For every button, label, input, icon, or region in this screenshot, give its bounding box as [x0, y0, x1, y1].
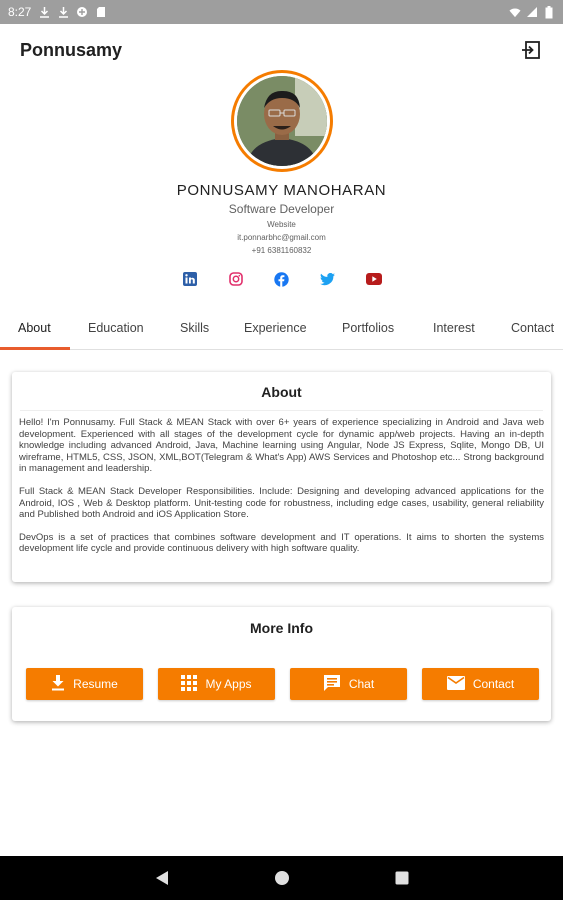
mail-icon — [447, 676, 465, 693]
avatar-ring — [231, 70, 333, 172]
instagram-icon[interactable] — [228, 271, 244, 287]
resume-label: Resume — [73, 677, 118, 691]
more-info-buttons — [26, 668, 539, 700]
status-time: 8:27 — [8, 5, 32, 19]
youtube-icon[interactable] — [366, 271, 382, 287]
status-bar — [0, 0, 563, 24]
about-title: About — [261, 384, 302, 400]
about-paragraph: Hello! I'm Ponnusamy. Full Stack & MEAN Stack with over 6+ years of experience specializing in Android and Java web development. Experienced with all stages of the development cycle for dynamic app/web projects. Having an in-depth knowledge including advanced Android, Java, Machine learning using Angular, Node JS Express, Sqlite, Mongo DB, UI wireframe, HTML5, CSS, JSON, XML,BOT(Telegram & What's App) AWS Services and Photoshop etc... Strong background in management and leadership. — [19, 417, 544, 475]
profile-section — [0, 70, 563, 287]
tab-about[interactable]: About — [18, 320, 51, 335]
more-info-card — [12, 607, 551, 721]
tab-experience[interactable]: Experience — [244, 320, 307, 335]
sd-card-icon — [95, 6, 107, 18]
twitter-icon[interactable] — [320, 271, 336, 287]
tab-bar — [0, 306, 563, 350]
tab-skills[interactable]: Skills — [180, 320, 210, 335]
data-saver-icon — [76, 6, 88, 18]
chat-button[interactable] — [290, 668, 407, 700]
wifi-icon — [509, 6, 521, 18]
battery-icon — [543, 6, 555, 18]
phone-link[interactable]: +91 6381160832 — [251, 246, 312, 255]
about-card — [12, 372, 551, 582]
app-bar — [0, 24, 563, 76]
email-link[interactable]: it.ponnarbhc@gmail.com — [237, 233, 326, 242]
facebook-icon[interactable] — [274, 271, 290, 287]
recents-icon[interactable] — [392, 868, 412, 888]
social-links — [182, 271, 382, 287]
tab-contact[interactable]: Contact — [511, 320, 555, 335]
download-icon — [57, 6, 69, 18]
logout-icon[interactable] — [519, 38, 543, 62]
tab-portfolios[interactable]: Portfolios — [342, 320, 395, 335]
more-info-title: More Info — [250, 620, 313, 636]
system-nav-bar — [0, 856, 563, 900]
my-apps-label: My Apps — [205, 677, 252, 691]
about-body — [12, 411, 551, 555]
profile-role: Software Developer — [228, 202, 335, 216]
chat-label: Chat — [348, 677, 375, 691]
about-paragraph: DevOps is a set of practices that combines software development and IT operations. It aims to shorten the systems development life cycle and provide continuous delivery with high software quality. — [19, 531, 544, 555]
resume-button[interactable] — [26, 668, 143, 700]
website-link[interactable]: Website — [267, 220, 296, 229]
about-paragraph: Full Stack & MEAN Stack Developer Responsibilities. Include: Designing and developing advanced applications for the Android, IOS , Web & Desktop platform. Unit-testing code for robustness, including edge cases, usability, general reliability and Published both Android and iOS Application Store. — [19, 485, 544, 521]
tab-indicator — [0, 347, 70, 350]
home-icon[interactable] — [272, 868, 292, 888]
apps-grid-icon — [181, 675, 197, 694]
my-apps-button[interactable] — [158, 668, 275, 700]
signal-icon — [526, 6, 538, 18]
app-title: Ponnusamy — [20, 39, 123, 60]
tab-interest[interactable]: Interest — [433, 320, 475, 335]
chat-icon — [323, 674, 341, 694]
back-icon[interactable] — [152, 868, 172, 888]
download-icon — [38, 6, 50, 18]
profile-name: PONNUSAMY MANOHARAN — [176, 182, 387, 199]
download-icon — [51, 675, 65, 694]
tab-education[interactable]: Education — [88, 320, 144, 335]
avatar — [237, 76, 327, 166]
contact-button[interactable] — [422, 668, 539, 700]
contact-label: Contact — [472, 677, 515, 691]
linkedin-icon[interactable] — [182, 271, 198, 287]
